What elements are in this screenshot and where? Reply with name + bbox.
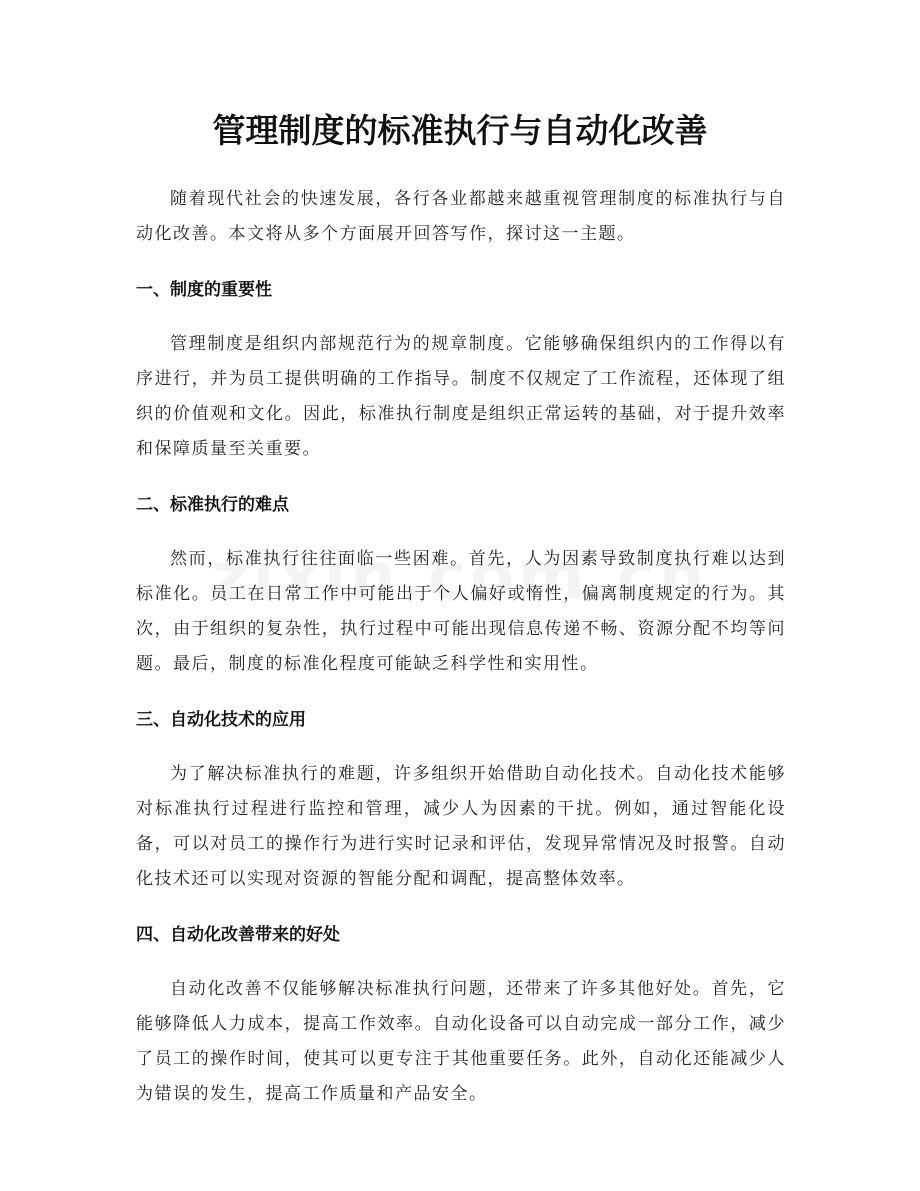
section-4-heading: 四、自动化改善带来的好处 <box>136 925 340 945</box>
section-1-paragraph: 管理制度是组织内部规范行为的规章制度。它能够确保组织内的工作得以有序进行，并为员工提供明确的工作指导。制度不仅规定了工作流程，还体现了组织的价值观和文化。因此，标准执行制度是组织正常运转的基础，对于提升效率和保障质量至关重要。 <box>136 334 786 459</box>
document-title: 管理制度的标准执行与自动化改善 <box>212 111 708 150</box>
intro-paragraph: 随着现代社会的快速发展，各行各业都越来越重视管理制度的标准执行与自动化改善。本文将从多个方面展开回答写作，探讨这一主题。 <box>136 189 786 244</box>
section-3-paragraph: 为了解决标准执行的难题，许多组织开始借助自动化技术。自动化技术能够对标准执行过程进行监控和管理，减少人为因素的干扰。例如，通过智能化设备，可以对员工的操作行为进行实时记录和评估，发现异常情况及时报警。自动化技术还可以实现对资源的智能分配和调配，提高整体效率。 <box>136 764 786 889</box>
document-body <box>136 182 786 1112</box>
section-2-heading: 二、标准执行的难点 <box>136 495 289 515</box>
section-4-paragraph: 自动化改善不仅能够解决标准执行问题，还带来了许多其他好处。首先，它能够降低人力成本，提高工作效率。自动化设备可以自动完成一部分工作，减少了员工的操作时间，使其可以更专注于其他重要任务。此外，自动化还能减少人为错误的发生，提高工作质量和产品安全。 <box>136 979 786 1104</box>
section-2-paragraph: 然而，标准执行往往面临一些困难。首先，人为因素导致制度执行难以达到标准化。员工在日常工作中可能出于个人偏好或惰性，偏离制度规定的行为。其次，由于组织的复杂性，执行过程中可能出现信息传递不畅、资源分配不均等问题。最后，制度的标准化程度可能缺乏科学性和实用性。 <box>136 549 786 674</box>
section-1-heading: 一、制度的重要性 <box>136 280 272 300</box>
section-3-heading: 三、自动化技术的应用 <box>136 710 306 730</box>
